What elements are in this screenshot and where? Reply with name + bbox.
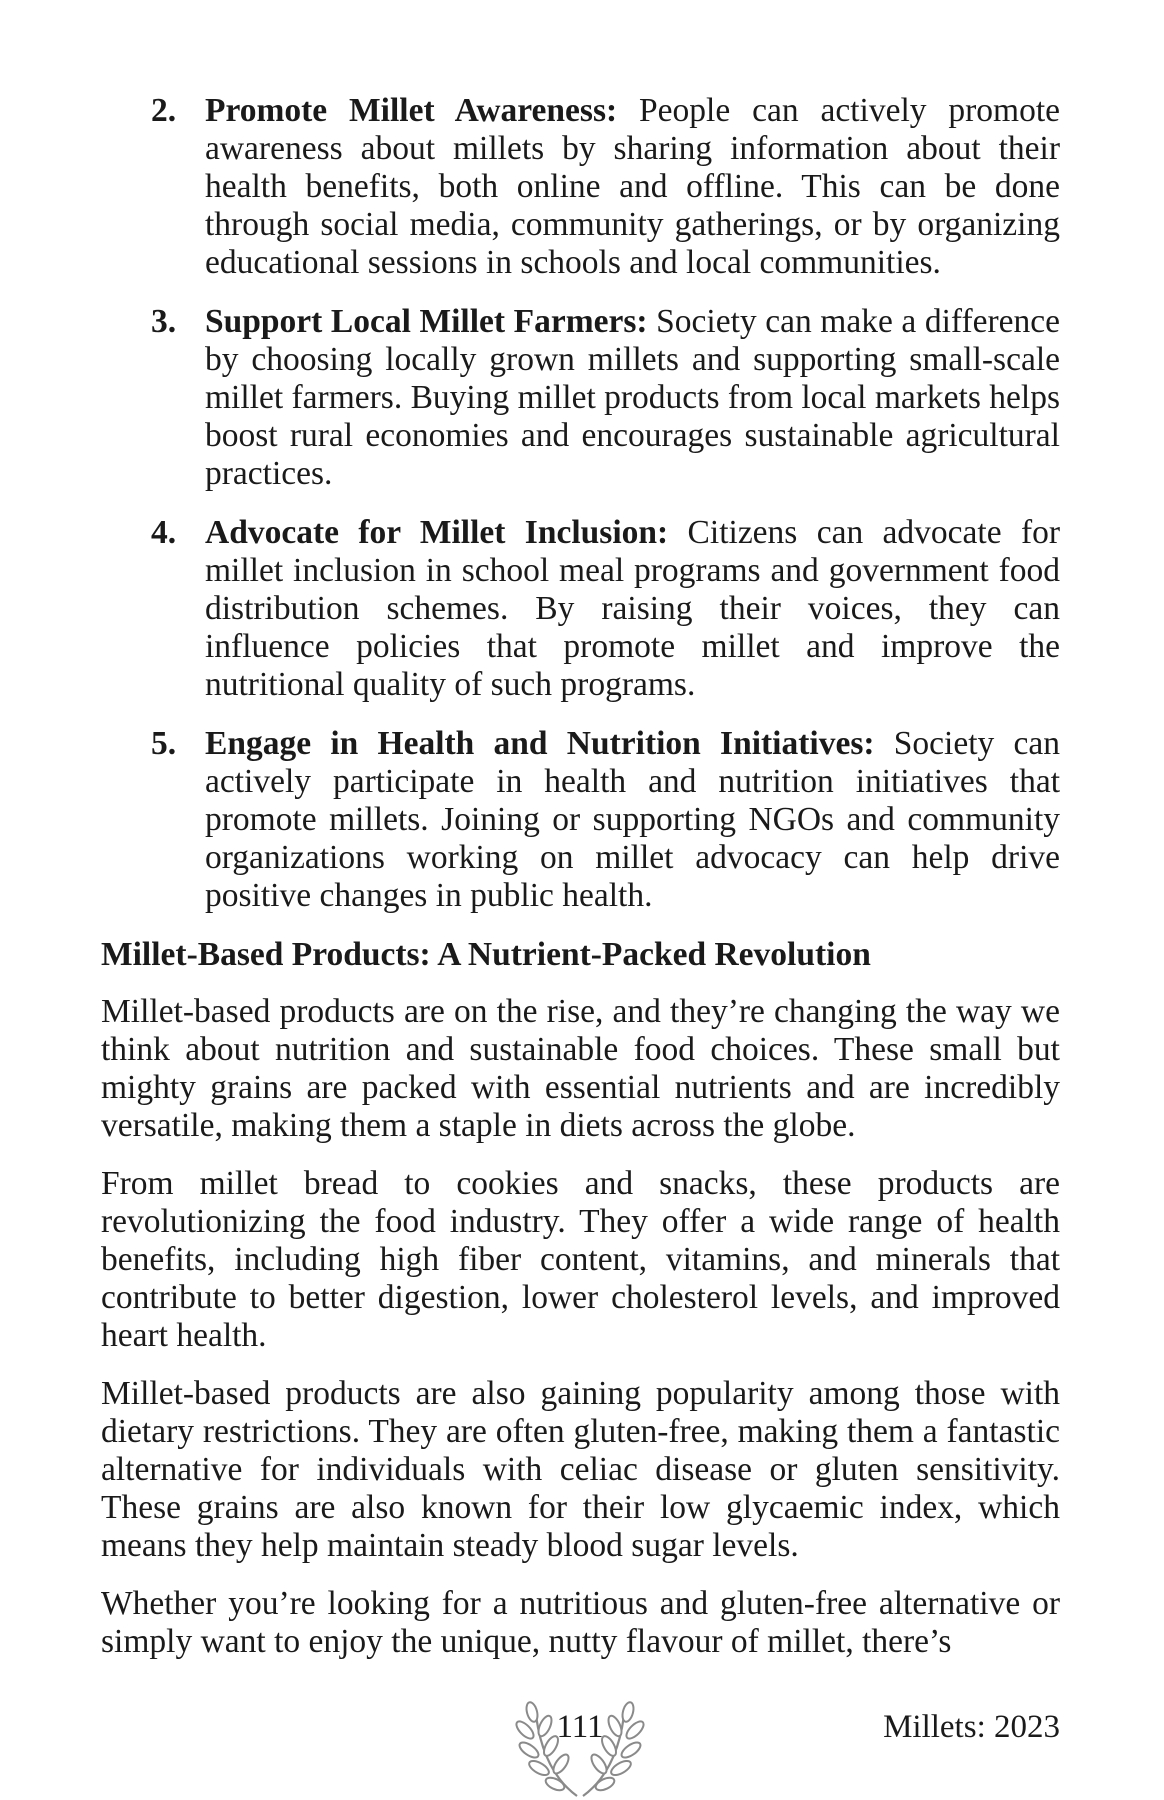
list-item xyxy=(101,725,1060,915)
list-item-title: Advocate for Millet Inclusion: xyxy=(205,514,669,551)
page-footer xyxy=(0,1700,1164,1800)
list-item-text: Society can make a difference by choosing locally grown millets and supporting small-scale millet farmers. Buying millet products from local markets helps boost rural economies and encourages sustainable agricultural practices. xyxy=(205,303,1061,492)
list-item-number: 5. xyxy=(151,725,177,762)
list-item-text: Society can actively participate in health and nutrition initiatives that promote millets. Joining or supporting NGOs and community organizations working on millet advocacy can help drive positive changes in public health. xyxy=(205,725,1061,914)
running-footer-title: Millets: 2023 xyxy=(883,1709,1060,1745)
list-item-title: Engage in Health and Nutrition Initiatives: xyxy=(205,725,875,762)
list-item-number: 3. xyxy=(151,303,177,340)
body-paragraph: Millet-based products are on the rise, and they’re changing the way we think about nutrition and sustainable food choices. These small but mighty grains are packed with essential nutrients and are incredibly versatile, making them a staple in diets across the globe. xyxy=(101,993,1060,1144)
list-item-title: Support Local Millet Farmers: xyxy=(205,303,648,340)
list-item xyxy=(101,92,1060,282)
section-heading: Millet-Based Products: A Nutrient-Packed Revolution xyxy=(101,936,871,973)
list-item xyxy=(101,514,1060,704)
page-body xyxy=(101,92,1060,1681)
list-item-number: 2. xyxy=(151,92,177,129)
list-item xyxy=(101,303,1060,493)
list-item-text: People can actively promote awareness about millets by sharing information about their health benefits, both online and offline. This can be done through social media, community gatherings, or by organizing educational sessions in schools and local communities. xyxy=(205,92,1061,281)
body-paragraph: Millet-based products are also gaining popularity among those with dietary restrictions. They are often gluten-free, making them a fantastic alternative for individuals with celiac disease or gluten sensitivity. These grains are also known for their low glycaemic index, which means they help maintain steady blood sugar levels. xyxy=(101,1375,1060,1564)
list-item-title: Promote Millet Awareness: xyxy=(205,92,618,129)
list-item-number: 4. xyxy=(151,514,177,551)
list-item-text: Citizens can advocate for millet inclusion in school meal programs and government food distribution schemes. By raising their voices, they can influence policies that promote millet and improve the nutritional quality of such programs. xyxy=(205,514,1061,703)
action-list xyxy=(101,92,1060,915)
body-paragraph: From millet bread to cookies and snacks, these products are revolutionizing the food industry. They offer a wide range of health benefits, including high fiber content, vitamins, and minerals that contribute to better digestion, lower cholesterol levels, and improved heart health. xyxy=(101,1165,1060,1354)
page-number: 111 xyxy=(556,1709,604,1745)
body-paragraph: Whether you’re looking for a nutritious and gluten-free alternative or simply want to enjoy the unique, nutty flavour of millet, there’s xyxy=(101,1585,1060,1660)
